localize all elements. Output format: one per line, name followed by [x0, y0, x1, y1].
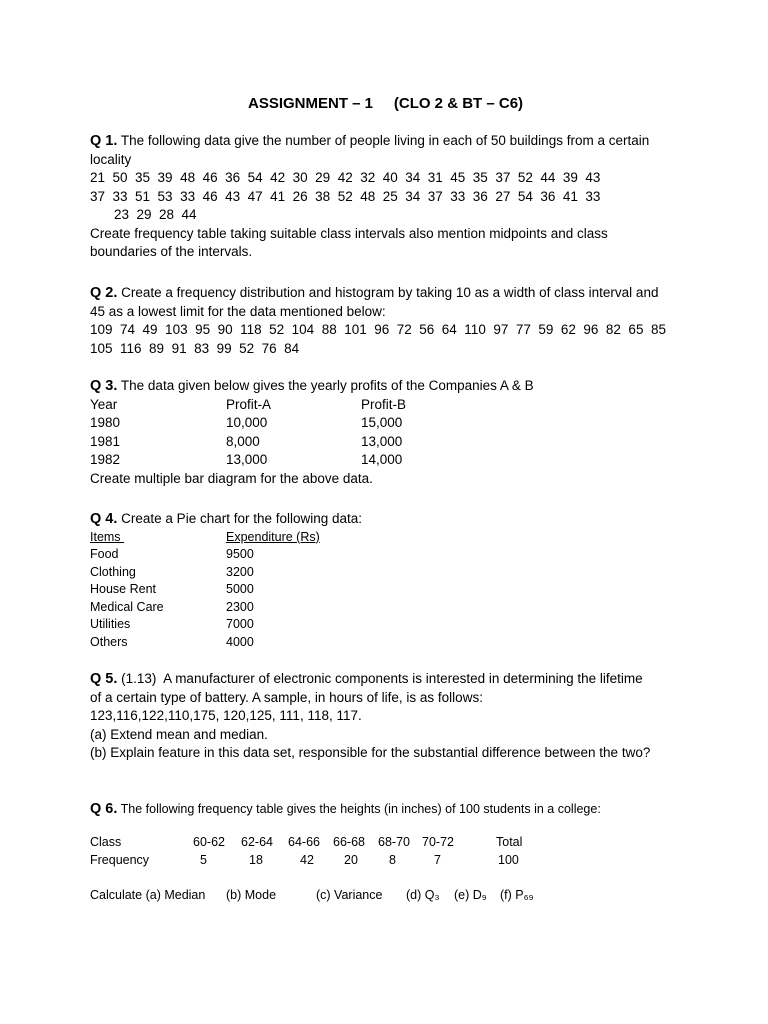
question-number: Q 1. — [90, 133, 118, 149]
frequency-table — [90, 833, 690, 869]
question-3 — [90, 377, 690, 488]
table-cell: 15,000 — [361, 415, 403, 430]
table-row — [90, 546, 690, 564]
question-text: (1.13) A manufacturer of electronic components is interested in determining the lifetime — [117, 671, 643, 686]
data-line: 123,116,122,110,175, 120,125, 111, 118, 117. — [90, 708, 362, 723]
question-number: Q 4. — [90, 511, 118, 527]
table-cell: 13,000 — [361, 433, 403, 449]
table-header: Year — [90, 396, 118, 412]
table-cell: 62-64 — [241, 835, 273, 849]
table-row — [90, 451, 690, 470]
table-header: Profit-A — [226, 396, 272, 412]
table-row — [90, 634, 690, 652]
table-cell: 13,000 — [226, 452, 268, 467]
question-text: 45 as a lowest limit for the data mentioned below: — [90, 303, 386, 319]
page-title: ASSIGNMENT – 1 (CLO 2 & BT – C6) — [248, 95, 524, 112]
table-cell: 1982 — [90, 452, 121, 467]
calc-item: Calculate (a) Median — [90, 888, 206, 902]
table-cell: House Rent — [90, 582, 157, 596]
class-row — [90, 833, 690, 851]
table-row — [90, 433, 690, 452]
table-cell: 8,000 — [226, 433, 260, 449]
calc-item: (f) P₆₉ — [500, 888, 534, 902]
table-cell: 66-68 — [333, 835, 365, 849]
question-number: Q 6. — [90, 801, 118, 817]
table-cell: 4000 — [226, 634, 254, 649]
table-cell: Medical Care — [90, 599, 164, 614]
table-cell: Clothing — [90, 564, 136, 579]
table-cell: 7 — [434, 853, 441, 867]
table-row — [90, 581, 690, 599]
table-cell: Utilities — [90, 617, 131, 631]
table-header-row — [90, 396, 690, 415]
question-text: Create a frequency distribution and histogram by taking 10 as a width of class interval and — [117, 285, 659, 300]
table-cell: 60-62 — [193, 835, 225, 849]
table-cell: 64-66 — [288, 835, 320, 849]
table-cell: 9500 — [226, 547, 254, 561]
table-cell: 3200 — [226, 564, 254, 579]
data-line: 37 33 51 53 33 46 43 47 41 26 38 52 48 25 34 37 33 36 27 54 36 41 33 — [90, 188, 601, 204]
table-header: Expenditure (Rs) — [226, 529, 320, 544]
row-label: Frequency — [90, 853, 150, 867]
table-header-row — [90, 529, 690, 547]
data-line: 21 50 35 39 48 46 36 54 42 30 29 42 32 40 34 31 45 35 37 52 44 39 43 — [90, 170, 601, 185]
table-row — [90, 599, 690, 617]
calc-item: (c) Variance — [316, 888, 383, 902]
table-cell: 5 — [200, 853, 207, 867]
data-line: 109 74 49 103 95 90 118 52 104 88 101 96 72 56 64 110 97 77 59 62 96 82 65 85 — [90, 322, 666, 337]
table-cell: 5000 — [226, 582, 254, 596]
table-cell: 1980 — [90, 415, 121, 430]
table-cell: 7000 — [226, 617, 254, 631]
sub-question: (a) Extend mean and median. — [90, 726, 268, 742]
calc-item: (d) Q₃ — [406, 888, 440, 902]
calc-item: (e) D₉ — [454, 888, 487, 902]
instruction-text: Create multiple bar diagram for the above data. — [90, 470, 373, 486]
table-cell: 14,000 — [361, 452, 403, 467]
table-cell: Others — [90, 634, 128, 649]
table-header: Items — [90, 529, 125, 544]
question-text: Create a Pie chart for the following data: — [117, 511, 363, 526]
data-line: 23 29 28 44 — [114, 207, 197, 222]
table-cell: 8 — [389, 853, 396, 867]
table-cell: 100 — [498, 853, 519, 867]
question-text: The data given below gives the yearly profits of the Companies A & B — [117, 378, 534, 393]
row-label: Class — [90, 835, 122, 849]
data-line: 105 116 89 91 83 99 52 76 84 — [90, 340, 300, 356]
table-cell: 68-70 — [378, 835, 410, 849]
table-cell: Total — [496, 835, 523, 849]
calc-item: (b) Mode — [226, 888, 277, 902]
question-4 — [90, 510, 690, 651]
table-cell: Food — [90, 547, 119, 561]
table-header: Profit-B — [361, 396, 407, 412]
frequency-row — [90, 851, 690, 869]
table-row — [90, 414, 690, 433]
table-cell: 42 — [300, 853, 314, 867]
sub-question: (b) Explain feature in this data set, responsible for the substantial difference between the two? — [90, 745, 651, 760]
question-text: locality — [90, 151, 132, 167]
table-cell: 10,000 — [226, 415, 268, 430]
table-cell: 70-72 — [422, 835, 454, 849]
document-page — [90, 0, 690, 1024]
question-number: Q 3. — [90, 378, 118, 394]
table-cell: 20 — [344, 853, 358, 867]
instruction-text: Create frequency table taking suitable class intervals also mention midpoints and class — [90, 225, 608, 241]
question-text: of a certain type of battery. A sample, in hours of life, is as follows: — [90, 689, 483, 705]
table-cell: 2300 — [226, 599, 254, 614]
question-5 — [90, 670, 690, 763]
table-row — [90, 616, 690, 634]
question-6 — [90, 800, 690, 819]
question-1 — [90, 132, 690, 262]
instruction-text: boundaries of the intervals. — [90, 244, 253, 259]
table-row — [90, 564, 690, 582]
question-text: The following data give the number of people living in each of 50 buildings from a certain — [117, 133, 650, 148]
calculate-line — [90, 886, 690, 904]
table-cell: 1981 — [90, 433, 121, 449]
table-cell: 18 — [249, 853, 263, 867]
question-number: Q 5. — [90, 671, 118, 687]
question-number: Q 2. — [90, 285, 118, 301]
question-2 — [90, 284, 690, 358]
question-text: The following frequency table gives the heights (in inches) of 100 students in a college: — [117, 802, 601, 816]
